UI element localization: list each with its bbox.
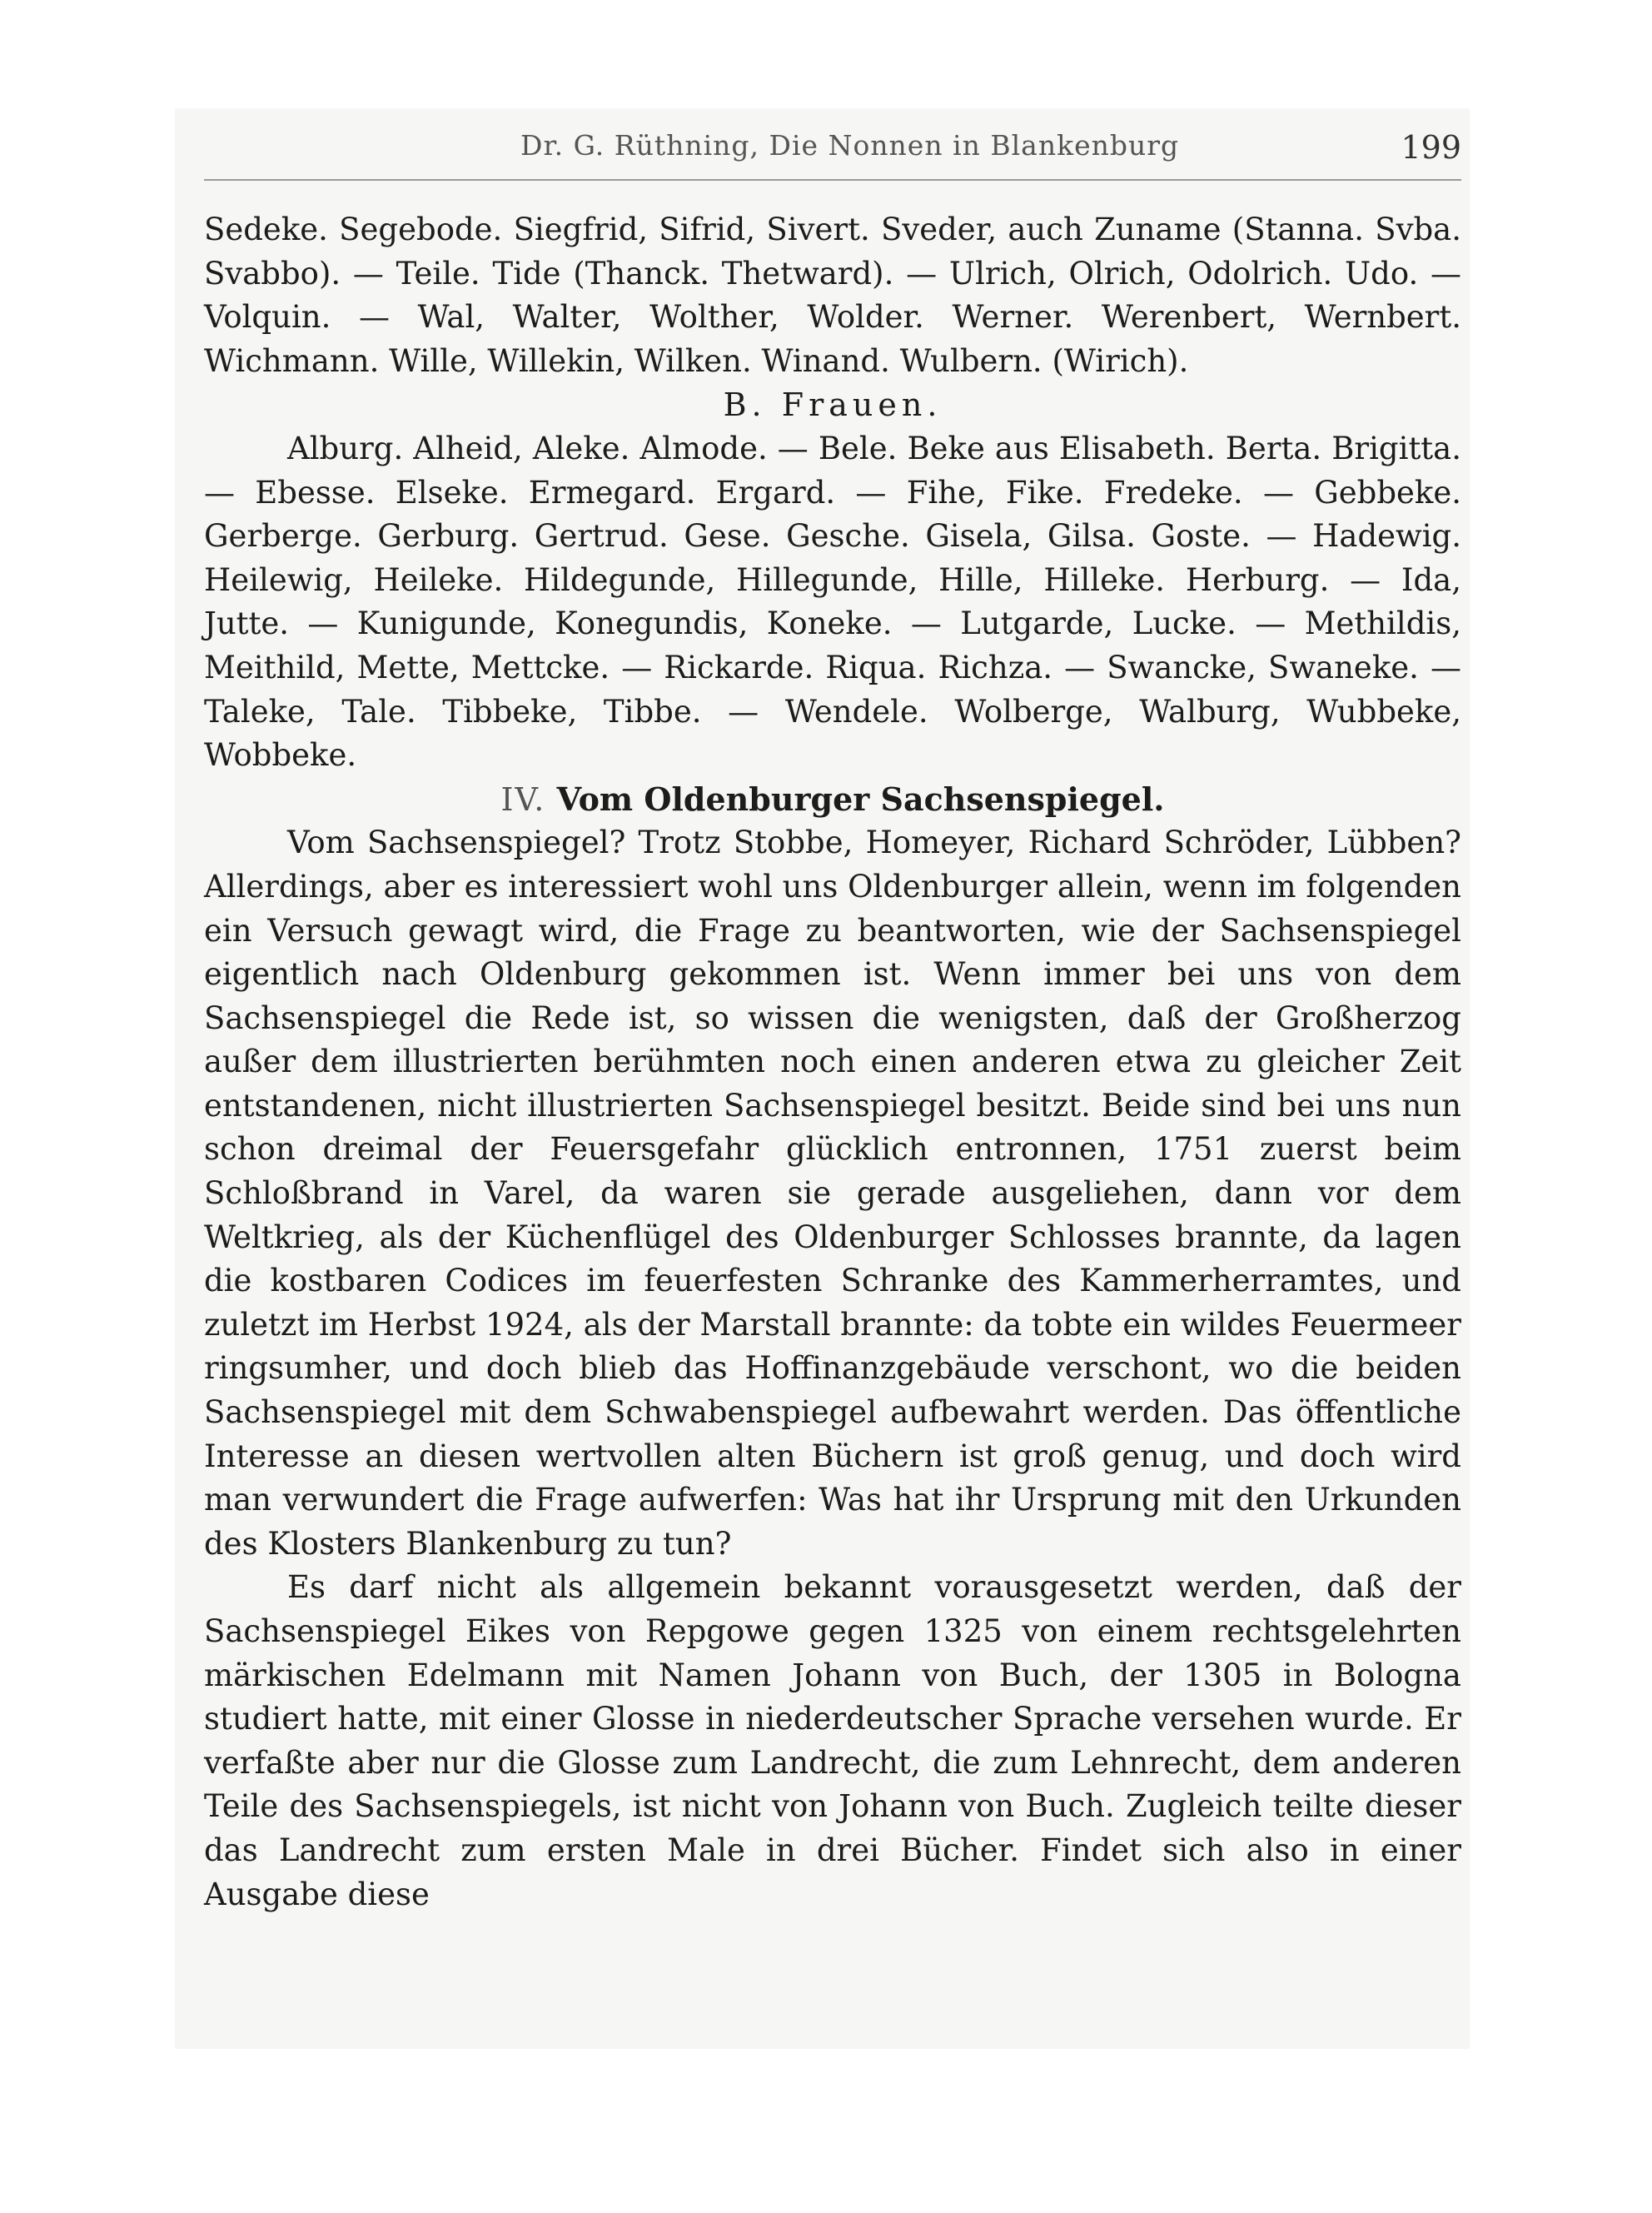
page-body: [204, 208, 1461, 1916]
page-number: 199: [1401, 129, 1461, 166]
page-header: [204, 129, 1461, 181]
section-title: Frauen.: [781, 386, 943, 424]
men-names-paragraph: Sedeke. Segebode. Siegfrid, Sifrid, Sivert. Sveder, auch Zuname (Stanna. Svba. Svabbo). — Teile. Tide (Thanck. Thetward). — Ulrich, Olrich, Odolrich. Udo. — Volquin. — Wal, Walter, Wolther, Wolder. Werner. Werenbert, Wernbert. Wichmann. Wille, Willekin, Wilken. Winand. Wulbern. (Wirich).: [204, 212, 1461, 379]
running-head: Dr. G. Rüthning, Die Nonnen in Blankenburg: [520, 129, 1180, 162]
section-heading-sachsenspiegel: [204, 778, 1461, 822]
section-label: B.: [723, 386, 767, 424]
section-title: Vom Oldenburger Sachsenspiegel.: [556, 780, 1165, 818]
women-names-paragraph: Alburg. Alheid, Aleke. Almode. — Bele. Beke aus Elisabeth. Berta. Brigitta. — Ebesse. Elseke. Ermegard. Ergard. — Fihe, Fike. Fredeke. — Gebbeke. Gerberge. Gerburg. Gertrud. Gese. Gesche. Gisela, Gilsa. Goste. — Hadewig. Heilewig, Heileke. Hildegunde, Hillegunde, Hille, Hilleke. Herburg. — Ida, Jutte. — Kunigunde, Konegundis, Koneke. — Lutgarde, Lucke. — Methildis, Meithild, Mette, Mettcke. — Rickarde. Riqua. Richza. — Swancke, Swaneke. — Taleke, Tale. Tibbeke, Tibbe. — Wendele. Wolberge, Walburg, Wubbeke, Wobbeke.: [204, 430, 1461, 774]
section-heading-women: [204, 383, 1461, 427]
body-paragraph: Vom Sachsenspiegel? Trotz Stobbe, Homeyer, Richard Schröder, Lübben? Allerdings, aber es interessiert wohl uns Oldenburger allein, wenn im folgenden ein Versuch gewagt wird, die Frage zu beantworten, wie der Sachsenspiegel eigentlich nach Oldenburg gekommen ist. Wenn immer bei uns von dem Sachsenspiegel die Rede ist, so wissen die wenigsten, daß der Großherzog außer dem illustrierten berühmten noch einen anderen etwa zu gleicher Zeit entstandenen, nicht illustrierten Sachsenspiegel besitzt. Beide sind bei uns nun schon dreimal der Feuersgefahr glücklich entronnen, 1751 zuerst beim Schloßbrand in Varel, da waren sie gerade ausgeliehen, dann vor dem Weltkrieg, als der Küchenflügel des Oldenburger Schlosses brannte, da lagen die kostbaren Codices im feuerfesten Schranke des Kammerherramtes, und zuletzt im Herbst 1924, als der Marstall brannte: da tobte ein wildes Feuermeer ringsumher, und doch blieb das Hoffinanzgebäude verschont, wo die beiden Sachsenspiegel mit dem Schwabenspiegel aufbewahrt werden. Das öffentliche Interesse an diesen wertvollen alten Büchern ist groß genug, und doch wird man verwundert die Frage aufwerfen: Was hat ihr Ursprung mit den Urkunden des Klosters Blankenburg zu tun?: [204, 825, 1461, 1562]
section-number: IV.: [500, 780, 546, 818]
body-paragraph: Es darf nicht als allgemein bekannt vorausgesetzt werden, daß der Sachsenspiegel Eikes von Repgowe gegen 1325 von einem rechtsgelehrten märkischen Edelmann mit Namen Johann von Buch, der 1305 in Bologna studiert hatte, mit einer Glosse in niederdeutscher Sprache versehen wurde. Er verfaßte aber nur die Glosse zum Landrecht, die zum Lehnrecht, dem anderen Teile des Sachsenspiegels, ist nicht von Johann von Buch. Zugleich teilte dieser das Landrecht zum ersten Male in drei Bücher. Findet sich also in einer Ausgabe diese: [204, 1569, 1461, 1912]
